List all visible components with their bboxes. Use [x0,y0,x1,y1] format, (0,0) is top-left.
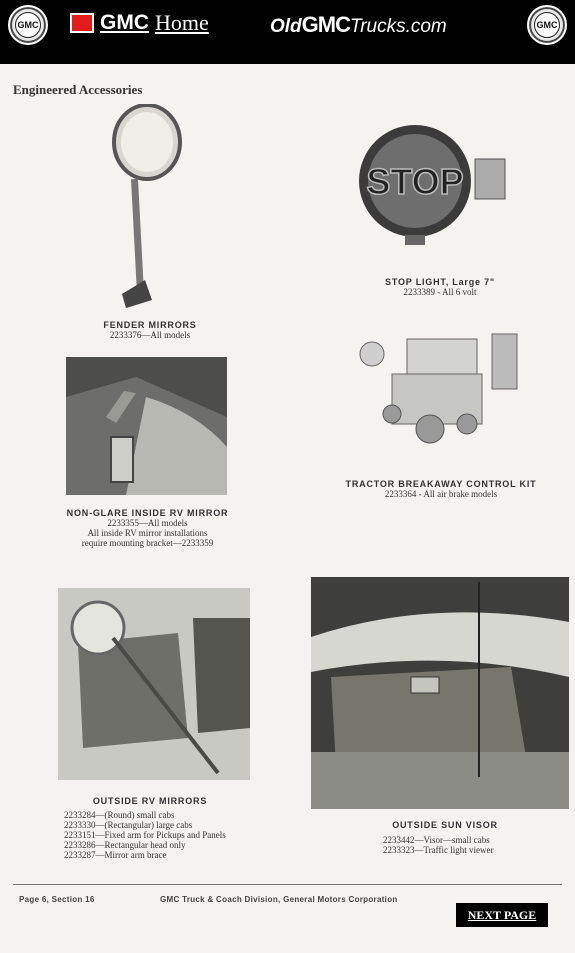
caption-title: OUTSIDE SUN VISOR [392,820,498,830]
caption-line: 2233284—(Round) small cabs [64,810,175,820]
caption-title: FENDER MIRRORS [103,320,197,330]
site-title-old: Old [270,16,302,37]
caption-line: 2233389 - All 6 volt [403,287,477,297]
home-link-label: Home [155,10,209,35]
badge-center [534,12,560,38]
badge-text: GMC [536,20,558,30]
gmc-badge-logo-left [8,5,48,45]
caption-outside-rv-mirrors-lines [64,810,264,860]
caption-outside-sun-visor-lines [383,835,563,855]
catalog-page [0,64,575,953]
caption-line: 2233151—Fixed arm for Pickups and Panels [64,830,226,840]
site-title-gmc: GMC [301,12,350,37]
caption-line: 2233442—Visor—small cabs [383,835,490,845]
caption-title: NON-GLARE INSIDE RV MIRROR [66,508,229,518]
publisher-label: GMC Truck & Coach Division, General Motors Corporation [160,895,398,904]
gmc-badge-logo-right [527,5,567,45]
caption-line: All inside RV mirror installations [87,528,208,538]
footer-divider [13,884,562,885]
caption-line: require mounting bracket—2233359 [81,538,214,548]
breakaway-kit-photo [352,329,522,449]
caption-title: STOP LIGHT, Large 7" [385,277,495,287]
caption-stop-light [375,277,505,297]
caption-title: OUTSIDE RV MIRRORS [92,796,208,806]
page-section-label: Page 6, Section 16 [19,895,95,904]
page-heading: Engineered Accessories [13,82,143,97]
stop-sign-text: STOP [366,161,464,202]
caption-line: 2233330—(Rectangular) large cabs [64,820,193,830]
caption-line: 2233287—Mirror arm brace [64,850,167,860]
inside-rv-mirror-photo [66,357,227,495]
gmc-home-link[interactable] [70,10,209,36]
top-bar [0,0,575,64]
caption-outside-rv-mirrors-title [90,796,210,806]
caption-line: 2233376—All models [109,330,191,340]
next-page-button[interactable]: NEXT PAGE [456,903,548,927]
stop-light-photo [355,119,525,254]
outside-rv-mirrors-photo [58,588,250,780]
caption-outside-sun-visor-title [380,820,510,830]
caption-line: 2233355—All models [107,518,188,528]
outside-sun-visor-photo [311,577,569,809]
caption-inside-rv-mirror [60,508,235,548]
fender-mirror-photo [100,104,200,314]
site-title-rest: Trucks.com [350,16,447,37]
caption-breakaway-kit [336,479,546,499]
caption-line: 2233323—Traffic light viewer [383,845,494,855]
caption-line: 2233286—Rectangular head only [64,840,186,850]
home-link-brand: GMC [100,11,149,34]
red-square-icon [70,13,94,33]
caption-title: TRACTOR BREAKAWAY CONTROL KIT [345,479,537,489]
caption-fender-mirrors [70,320,230,340]
badge-center [15,12,41,38]
site-title [270,12,447,38]
badge-text: GMC [17,20,39,30]
caption-line: 2233364 - All air brake models [384,489,498,499]
